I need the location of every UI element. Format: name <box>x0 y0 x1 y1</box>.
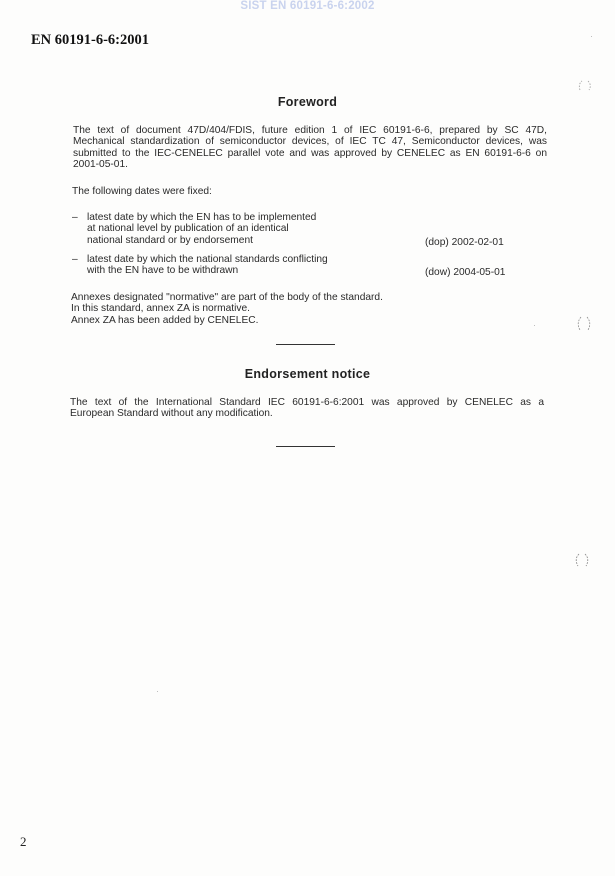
date-value: 2002-02-01 <box>451 237 504 248</box>
foreword-title: Foreword <box>277 95 338 109</box>
foreword-intro-line-3: submitted to the IEC-CENELEC parallel vote and was approved by CENELEC as EN 60191-6-6 on <box>73 147 547 159</box>
date-item-text: with the EN have to be withdrawn <box>87 265 239 277</box>
date-item-dop-value <box>425 237 504 248</box>
annex-line-2: In this standard, annex ZA is normative. <box>71 303 250 315</box>
endorsement-title: Endorsement notice <box>244 367 371 381</box>
endorsement-line-1: The text of the International Standard IEC 60191-6-6:2001 was approved by CENELEC as a <box>70 397 544 408</box>
dates-intro: The following dates were fixed: <box>72 186 212 197</box>
scan-speck: · <box>156 686 159 696</box>
foreword-intro-line-1: The text of document 47D/404/FDIS, future edition 1 of IEC 60191-6-6, prepared by SC 47D, <box>73 125 547 136</box>
date-item-dow <box>87 254 328 277</box>
date-value: 2004-05-01 <box>453 267 506 278</box>
document-id: EN 60191-6-6:2001 <box>31 32 150 48</box>
page-number: 2 <box>20 834 27 849</box>
date-item-dash: – <box>72 254 78 265</box>
foreword-intro-line-4: 2001-05-01. <box>73 159 128 171</box>
date-code: (dop) <box>425 237 449 248</box>
punch-hole-mark <box>574 314 594 334</box>
date-item-text: at national level by publication of an identical <box>87 223 289 235</box>
foreword-intro-line-2: Mechanical standardization of semiconductor devices, of IEC TC 47, Semiconductor devices, was <box>73 136 547 148</box>
endorsement-text <box>70 397 544 420</box>
annex-line-1: Annexes designated "normative" are part of the body of the standard. <box>71 292 383 303</box>
annex-statement <box>71 292 383 326</box>
date-item-text: latest date by which the EN has to be implemented <box>87 212 317 223</box>
date-item-dash: – <box>72 212 78 223</box>
section-divider <box>276 344 335 345</box>
date-item-text: national standard or by endorsement <box>87 234 253 246</box>
date-item-text: latest date by which the national standards conflicting <box>87 254 328 265</box>
date-code: (dow) <box>425 267 451 278</box>
scan-speck: · <box>590 31 593 41</box>
section-divider <box>276 446 335 447</box>
watermark: SIST EN 60191-6-6:2002 <box>240 0 375 12</box>
endorsement-line-2: European Standard without any modification. <box>70 408 273 420</box>
foreword-intro <box>73 125 547 171</box>
annex-line-3: Annex ZA has been added by CENELEC. <box>71 314 259 326</box>
punch-hole-mark <box>576 78 594 94</box>
date-item-dow-value <box>425 267 505 278</box>
punch-hole-mark <box>572 551 592 569</box>
scan-speck: · <box>533 320 536 330</box>
date-item-dop <box>87 212 316 246</box>
